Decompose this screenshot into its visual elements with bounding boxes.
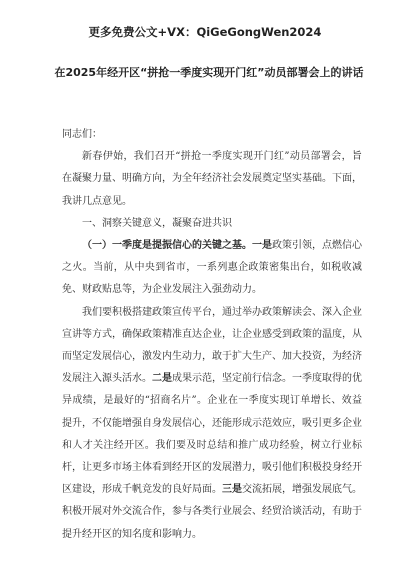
paragraph-2 <box>62 302 362 546</box>
document-body <box>62 124 362 546</box>
greeting: 同志们： <box>62 129 102 140</box>
point-text-3: 交流拓展，增强发展底气。积极开展对外交流合作，参与各类行业展会、经贸洽谈活动，有助于提升经开区的知名度和影响力。 <box>62 484 362 540</box>
point-label-1: 一是 <box>252 240 272 252</box>
point-label-2: 二是 <box>152 373 172 385</box>
subsection-heading-1: （一）一季度是提振信心的关键之基。 <box>82 240 252 252</box>
document-title: 在2025年经开区“拼抢一季度实现开门红”动员部署会上的讲话 <box>54 66 364 79</box>
section-heading-1: 一、洞察关键意义，凝聚奋进共识 <box>82 217 232 229</box>
intro-paragraph: 新春伊始，我们召开“拼抢一季度实现开门红”动员部署会，旨在凝聚力量、明确方向，为全年经济社会发展奠定坚实基础。下面，我讲几点意见。 <box>62 151 362 207</box>
point-text-1: 政策引领，点燃信心之火。当前，从中央到省市，一系列惠企政策密集出台，如税收减免、财政贴息等，为企业发展注入强劲动力。 <box>62 240 362 296</box>
paragraph-2-text: 我们要积极搭建政策宣传平台，通过举办政策解读会、深入企业宣讲等方式，确保政策精准直达企业，让企业感受到政策的温度，从而坚定发展信心，激发内生动力，敢于扩大生产、加大投资，为经济发展注入源头活水。 <box>62 306 362 385</box>
point-text-2: 成果示范，坚定前行信念。一季度取得的优异成绩，是最好的“招商名片”。企业在一季度实现订单增长、效益提升，不仅能增强自身发展信心，还能形成示范效应，吸引更多企业和人才关注经开区。我们要及时总结和推广成功经验，树立行业标杆，让更多市场主体看到经开区的发展潜力，吸引他们积极投身经开区建设，形成千帆竞发的良好局面。 <box>62 373 362 496</box>
point-label-3: 三是 <box>222 484 242 496</box>
sub-paragraph-1 <box>62 235 362 302</box>
promo-header: 更多免费公文+VX：QiGeGongWen2024 <box>88 25 322 39</box>
